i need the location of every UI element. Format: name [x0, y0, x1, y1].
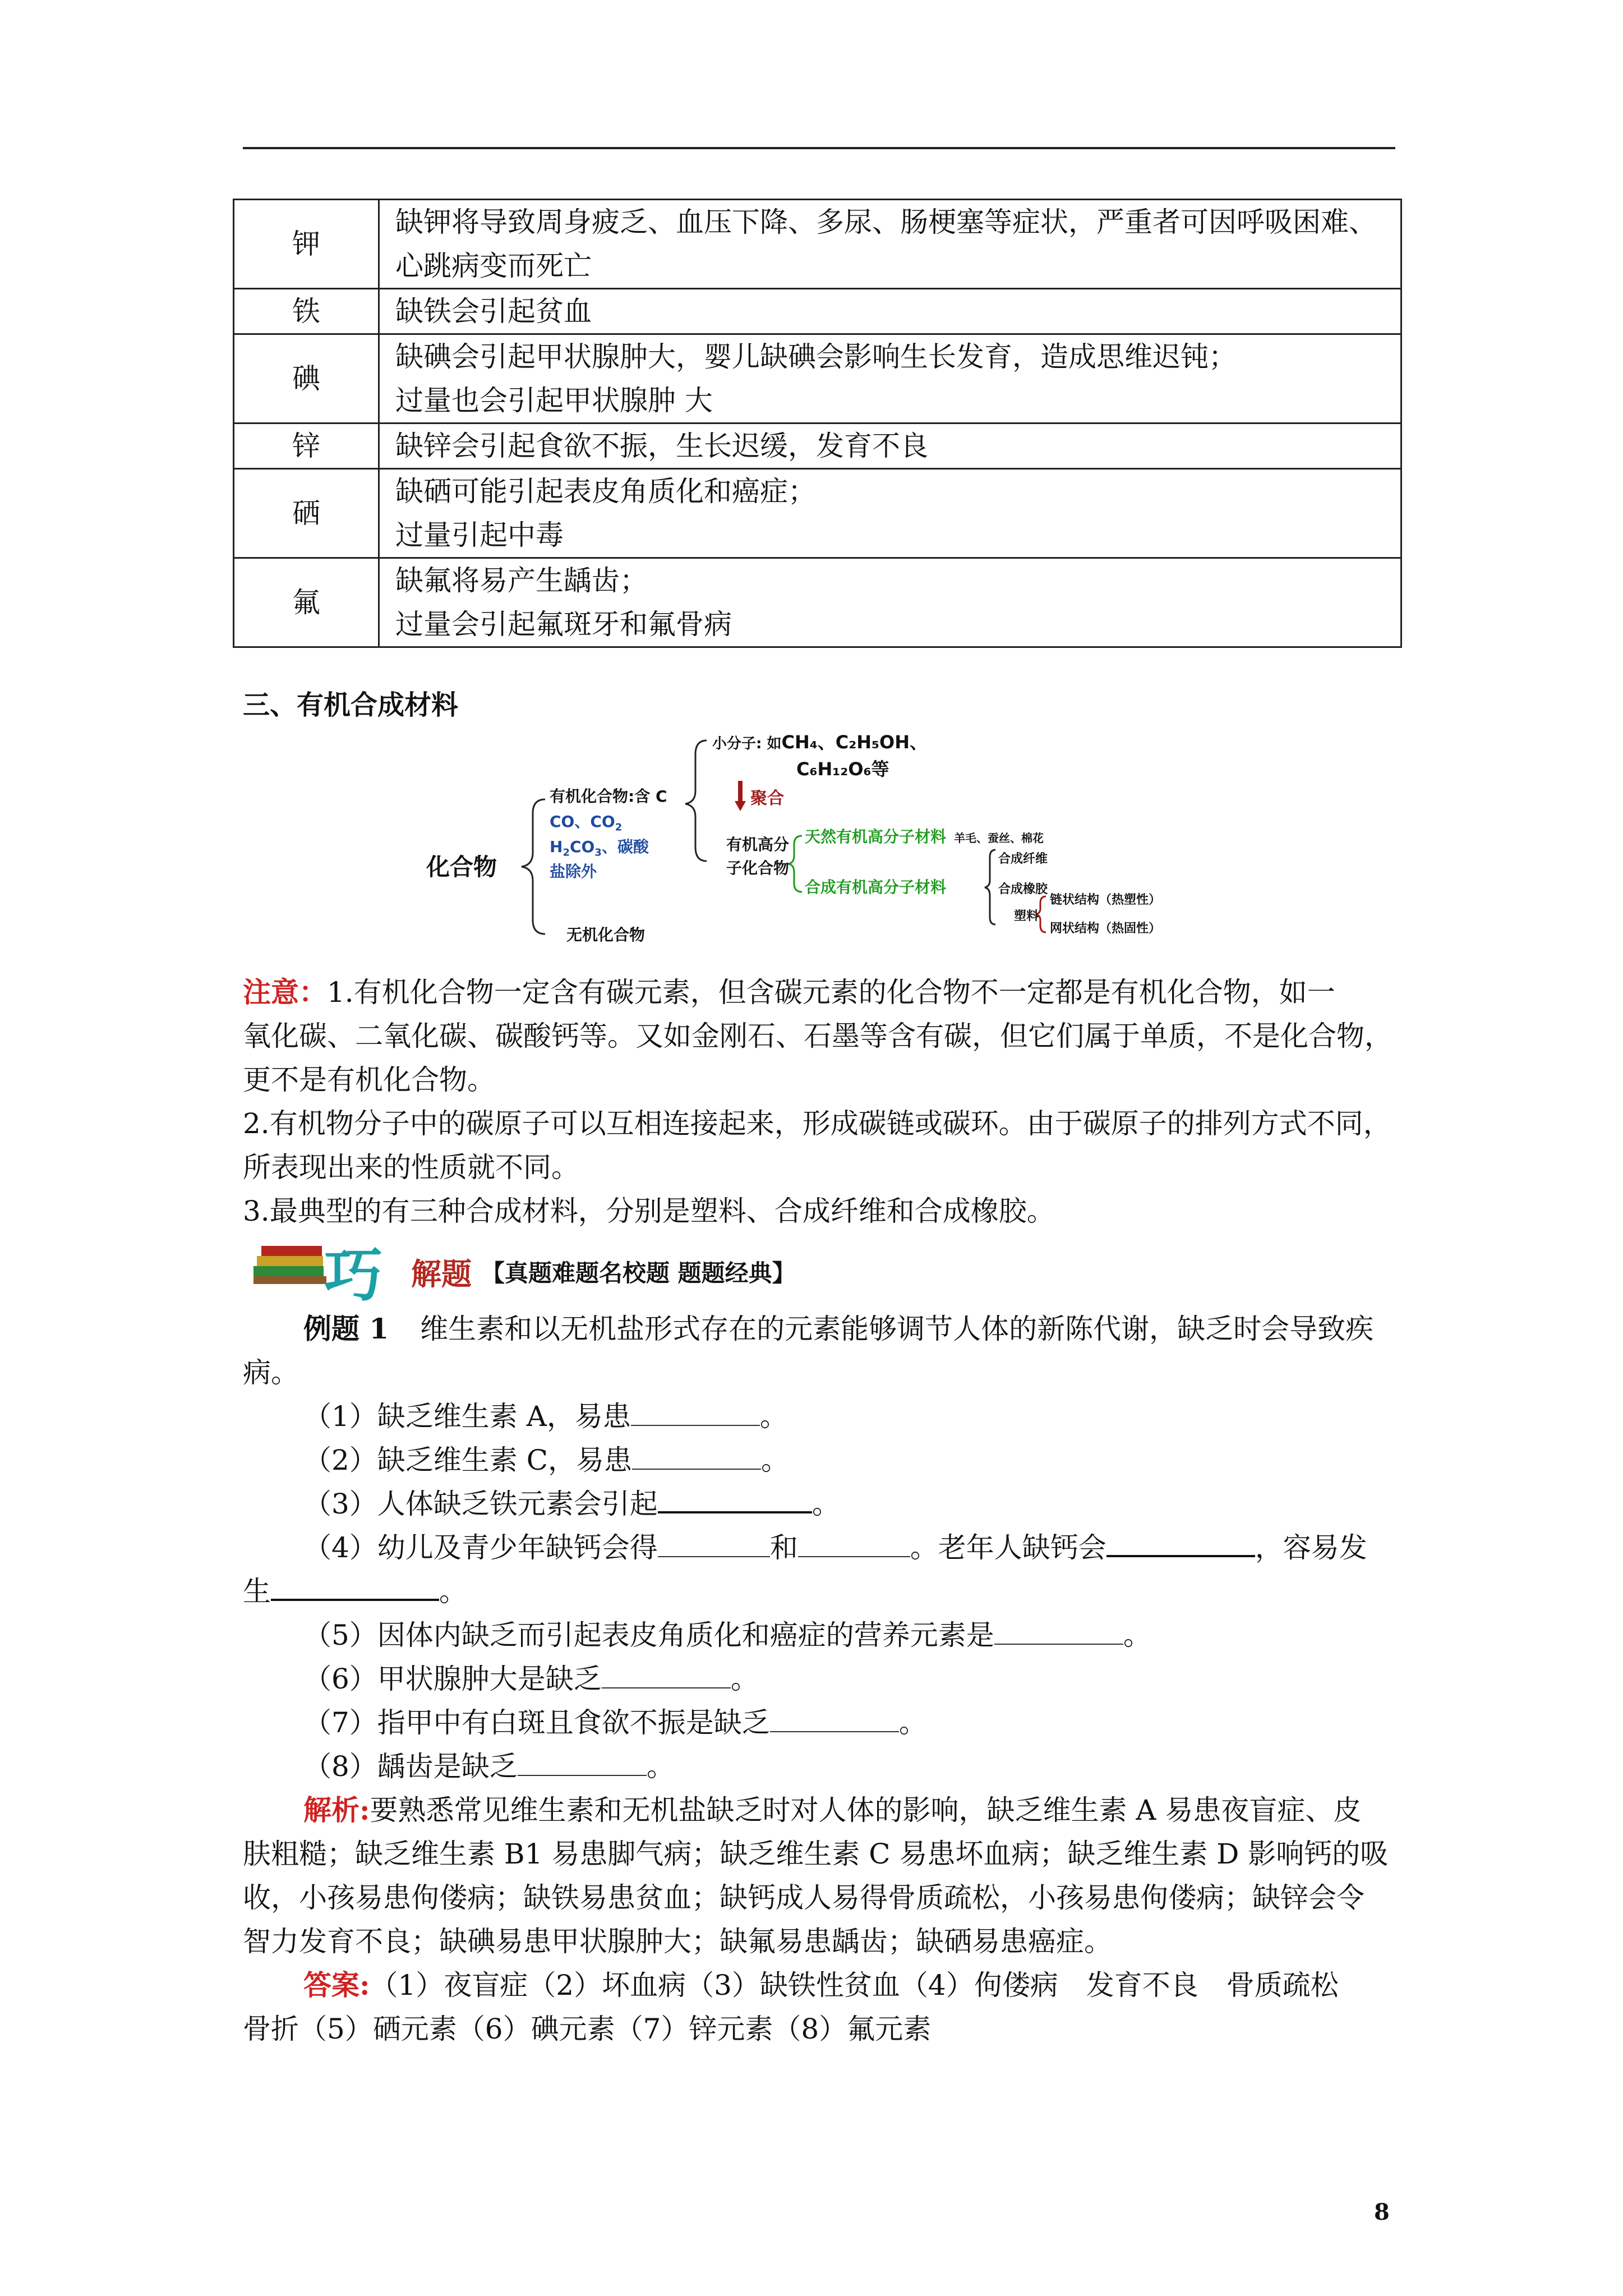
- answer-blank[interactable]: [518, 1747, 647, 1776]
- chain-structure-label: 链状结构（热塑性）: [1050, 893, 1161, 907]
- natural-polymer-label: [805, 825, 1044, 847]
- small-molecule-label: [712, 728, 928, 754]
- answer-text: （1）夜盲症（2）坏血病（3）缺铁性贫血（4）佝偻病 发育不良 骨质疏松: [370, 1969, 1339, 2001]
- example-label: 例题 1: [303, 1312, 389, 1345]
- synthetic-polymer-label: 合成有机高分子材料: [805, 878, 947, 896]
- natural-text: 天然有机高分子材料: [805, 827, 947, 846]
- description-line: 心跳病变而死亡: [395, 250, 592, 282]
- exception-label: [550, 812, 649, 881]
- question-text: 。老年人缺钙会: [910, 1531, 1106, 1564]
- inorganic-label: 无机化合物: [566, 926, 645, 944]
- root-label: 化合物: [426, 853, 497, 881]
- answer-text: 骨折（5）硒元素（6）碘元素（7）锌元素（8）氟元素: [243, 2013, 932, 2045]
- description-line: 过量引起中毒: [395, 519, 564, 551]
- description-line: 缺铁会引起贫血: [395, 295, 592, 328]
- question-text: （8）龋齿是缺乏: [303, 1750, 518, 1783]
- banner-char-jieti: 解题: [411, 1257, 472, 1292]
- question-5: [243, 1613, 1398, 1657]
- punct: 。: [811, 1488, 840, 1520]
- question-text: （3）人体缺乏铁元素会引起: [303, 1488, 658, 1520]
- banner-tagline: 【真题难题名校题 题题经典】: [481, 1259, 796, 1287]
- rubber-label: 合成橡胶: [998, 882, 1048, 896]
- page-number: 8: [1374, 2199, 1390, 2225]
- description-line: 缺硒可能引起表皮角质化和癌症；: [395, 475, 816, 508]
- answer-label: 答案:: [303, 1968, 370, 2001]
- element-description: [379, 334, 1401, 424]
- subscript: 2: [562, 846, 570, 859]
- answer-block: [243, 1963, 1398, 2007]
- table-row: [234, 200, 1401, 289]
- analysis-text: 肤粗糙；缺乏维生素 B1 易患脚气病；缺乏维生素 C 易患坏血病；缺乏维生素 D 影响钙的吸: [243, 1838, 1389, 1870]
- element-name: 铁: [234, 289, 379, 334]
- question-text: （2）缺乏维生素 C，易患: [303, 1444, 632, 1476]
- polymer-label: [726, 833, 789, 880]
- polymer-text: 有机高分: [726, 835, 790, 854]
- description-line: 过量会引起氟斑牙和氟骨病: [395, 608, 732, 641]
- punct: 。: [760, 1444, 789, 1476]
- notes-label: 注意：: [243, 976, 327, 1009]
- section-banner: [251, 1231, 924, 1309]
- analysis-text: 要熟悉常见维生素和无机盐缺乏时对人体的影响，缺乏维生素 A 易患夜盲症、皮: [370, 1794, 1362, 1826]
- organic-label: 有机化合物:含 C: [550, 787, 667, 806]
- question-text: （5）因体内缺乏而引起表皮角质化和癌症的营养元素是: [303, 1619, 994, 1651]
- network-structure-label: 网状结构（热固性）: [1050, 922, 1161, 936]
- element-description: [379, 289, 1401, 334]
- punct: 。: [646, 1750, 675, 1783]
- exception-text: 盐除外: [550, 862, 597, 881]
- punct: 。: [898, 1706, 927, 1739]
- question-text: ，容易发: [1255, 1531, 1367, 1564]
- note-text: 更不是有机化合物。: [243, 1064, 495, 1096]
- element-name: 锌: [234, 424, 379, 469]
- question-text: （6）甲状腺肿大是缺乏: [303, 1663, 602, 1695]
- element-name: 氟: [234, 558, 379, 647]
- question-1: [243, 1395, 1398, 1438]
- question-6: [243, 1657, 1398, 1701]
- punct: 。: [1123, 1619, 1151, 1651]
- analysis-label: 解析:: [303, 1793, 370, 1826]
- polymerize-label: 聚合: [750, 789, 784, 808]
- answer-blank[interactable]: [632, 1441, 761, 1470]
- exception-text: CO、CO: [550, 812, 615, 831]
- table-row: [234, 334, 1401, 424]
- analysis-text: 智力发育不良；缺碘易患甲状腺肿大；缺氟易患龋齿；缺硒易患癌症。: [243, 1925, 1112, 1958]
- question-8: [243, 1745, 1398, 1788]
- answer-blank[interactable]: [1106, 1527, 1255, 1557]
- question-text: （4）幼儿及青少年缺钙会得: [303, 1531, 658, 1564]
- answer-blank[interactable]: [770, 1703, 899, 1732]
- exception-text: CO: [569, 837, 595, 856]
- polymer-text: 子化合物: [726, 859, 790, 877]
- analysis-text: 收，小孩易患佝偻病；缺铁易患贫血；缺钙成人易得骨质疏松，小孩易患佝偻病；缺锌会令: [243, 1881, 1364, 1914]
- answer-blank[interactable]: [994, 1616, 1123, 1645]
- question-4: [243, 1526, 1398, 1570]
- example-intro: [243, 1307, 1398, 1351]
- example-block: [243, 1307, 1398, 2051]
- element-name: 硒: [234, 469, 379, 558]
- question-3: [243, 1482, 1398, 1526]
- small-molecule-text: 小分子: 如: [712, 735, 782, 752]
- description-line: 缺钾将导致周身疲乏、血压下降、多尿、肠梗塞等症状，严重者可因呼吸困难、: [395, 206, 1377, 238]
- element-description: [379, 424, 1401, 469]
- description-line: 缺锌会引起食欲不振，生长迟缓，发育不良: [395, 430, 928, 462]
- question-text: （1）缺乏维生素 A，易患: [303, 1400, 631, 1433]
- question-4-cont: [243, 1570, 1398, 1613]
- notes-block: [243, 970, 1398, 1233]
- element-description: [379, 469, 1401, 558]
- punct: 。: [439, 1575, 467, 1608]
- fiber-label: 合成纤维: [998, 852, 1048, 866]
- table-row: [234, 289, 1401, 334]
- answer-blank[interactable]: [658, 1528, 770, 1557]
- question-text: 和: [769, 1531, 798, 1564]
- plastic-label: 塑料: [1014, 909, 1039, 923]
- element-name: 钾: [234, 200, 379, 289]
- element-deficiency-table: [233, 199, 1402, 648]
- question-7: [243, 1701, 1398, 1745]
- table-row: [234, 424, 1401, 469]
- compound-classification-diagram: [415, 718, 1256, 954]
- header-rule: [243, 147, 1395, 149]
- question-2: [243, 1438, 1398, 1482]
- subscript: 3: [594, 846, 602, 859]
- note-text: 所表现出来的性质就不同。: [243, 1151, 579, 1184]
- note-text: 氧化碳、二氧化碳、碳酸钙等。又如金刚石、石墨等含有碳，但它们属于单质，不是化合物，: [243, 1020, 1393, 1052]
- answer-blank[interactable]: [798, 1528, 910, 1557]
- subscript: 2: [615, 821, 623, 834]
- description-line: 过量也会引起甲状腺肿 大: [395, 384, 713, 417]
- answer-blank[interactable]: [602, 1659, 731, 1688]
- example-text: 病。: [243, 1356, 299, 1389]
- note-text: 2.有机物分子中的碳原子可以互相连接起来，形成碳链或碳环。由于碳原子的排列方式不同，: [243, 1107, 1391, 1140]
- formula: CH₄、C₂H₅OH、: [781, 731, 928, 753]
- punct: 。: [730, 1663, 759, 1695]
- note-text: 1.有机化合物一定含有碳元素，但含碳元素的化合物不一定都是有机化合物，如一: [327, 976, 1335, 1009]
- note-text: 3.最典型的有三种合成材料，分别是塑料、合成纤维和合成橡胶。: [243, 1195, 1055, 1227]
- table-row: [234, 469, 1401, 558]
- natural-examples: 羊毛、蚕丝、棉花: [954, 831, 1044, 845]
- question-text: （7）指甲中有白斑且食欲不振是缺乏: [303, 1706, 770, 1739]
- example-text: 维生素和以无机盐形式存在的元素能够调节人体的新陈代谢，缺乏时会导致疾: [420, 1313, 1374, 1345]
- exception-text: H: [550, 837, 563, 856]
- answer-blank[interactable]: [271, 1571, 439, 1601]
- question-text: 生: [243, 1575, 271, 1608]
- punct: 。: [759, 1400, 788, 1433]
- table-row: [234, 558, 1401, 647]
- small-molecule-formula: C₆H₁₂O₆等: [796, 758, 889, 780]
- answer-blank[interactable]: [631, 1397, 760, 1426]
- description-line: 缺碘会引起甲状腺肿大，婴儿缺碘会影响生长发育，造成思维迟钝；: [395, 341, 1237, 373]
- analysis-block: [243, 1788, 1398, 1832]
- element-description: [379, 558, 1401, 647]
- element-description: [379, 200, 1401, 289]
- answer-blank[interactable]: [658, 1483, 812, 1513]
- section-title: 三、有机合成材料: [243, 689, 459, 721]
- exception-text: 、碳酸: [601, 837, 649, 856]
- banner-char-qiao: 巧: [324, 1241, 383, 1309]
- element-name: 碘: [234, 334, 379, 424]
- description-line: 缺氟将易产生龋齿；: [395, 564, 648, 597]
